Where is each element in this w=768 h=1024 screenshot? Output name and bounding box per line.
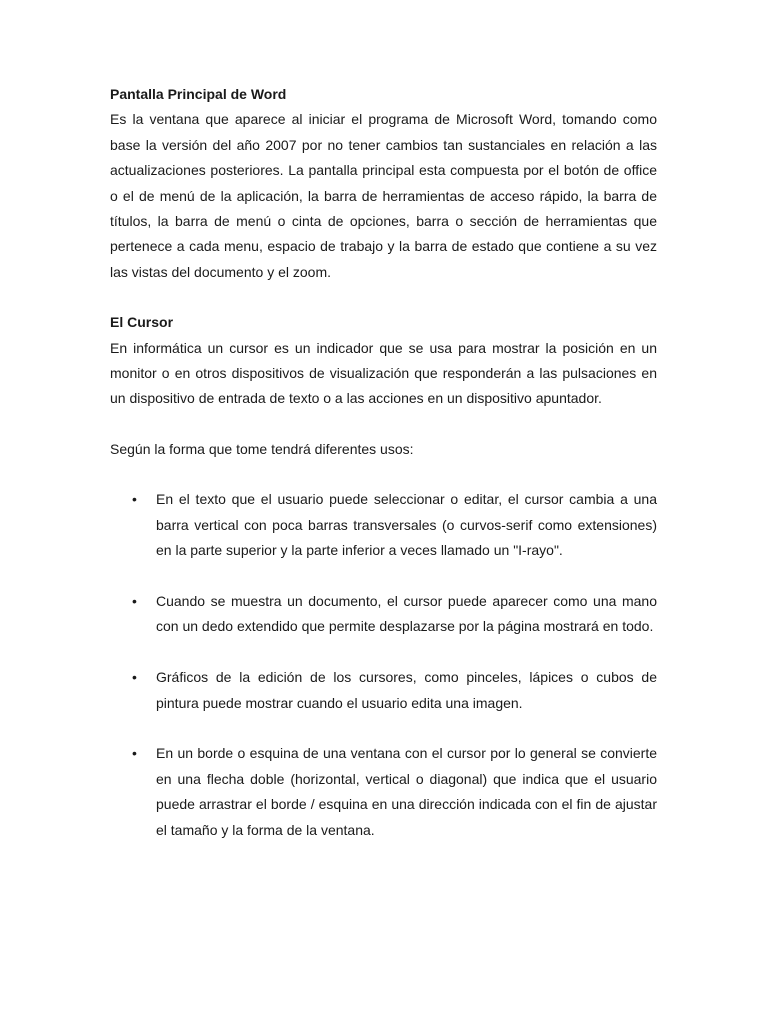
list-item-text: Cuando se muestra un documento, el cursor puede aparecer como una mano con un dedo extendido que permite desplazarse por la página mostrará en todo. <box>156 592 657 635</box>
bullet-icon: • <box>132 669 137 686</box>
intro-line: Según la forma que tome tendrá diferentes usos: <box>110 440 414 457</box>
paragraph-spacer <box>110 412 657 437</box>
list-item-text: En un borde o esquina de una ventana con el cursor por lo general se convierte en una flecha doble (horizontal, vertical o diagonal) que indica que el usuario puede arrastrar el borde / esquina en una dirección indicada con el fin de ajustar el tamaño y la forma de la ventana. <box>156 745 657 838</box>
list-item <box>110 487 657 563</box>
bullet-icon: • <box>132 491 137 508</box>
list-item-text: En el texto que el usuario puede seleccionar o editar, el cursor cambia a una barra vertical con poca barras transversales (o curvos-serif como extensiones) en la parte superior y la parte inferior a veces llamado un "I-rayo". <box>156 491 657 559</box>
section-paragraph-el-cursor: En informática un cursor es un indicador que se usa para mostrar la posición en un monitor o en otros dispositivos de visualización que responderán a las pulsaciones en un dispositivo de entrada de texto o a las acciones en un dispositivo apuntador. <box>110 339 657 407</box>
bullet-icon: • <box>132 745 137 762</box>
section-paragraph-pantalla-principal: Es la ventana que aparece al iniciar el programa de Microsoft Word, tomando como base la versión del año 2007 por no tener cambios tan sustanciales en relación a las actualizaciones posteriores. La pantalla principal esta compuesta por el botón de office o el de menú de la aplicación, la barra de herramientas de acceso rápido, la barra de títulos, la barra de menú o cinta de opciones, barra o sección de herramientas que pertenece a cada menu, espacio de trabajo y la barra de estado que contiene a su vez las vistas del documento y el zoom. <box>110 111 657 280</box>
list-item <box>110 589 657 640</box>
list-item <box>110 665 657 716</box>
list-item-text: Gráficos de la edición de los cursores, como pinceles, lápices o cubos de pintura puede mostrar cuando el usuario edita una imagen. <box>156 669 657 711</box>
document-page <box>110 82 657 868</box>
section-heading-pantalla-principal: Pantalla Principal de Word <box>110 86 287 102</box>
list-item <box>110 741 657 843</box>
paragraph-spacer <box>110 285 657 310</box>
section-heading-el-cursor: El Cursor <box>110 314 174 331</box>
bullet-icon: • <box>132 592 137 609</box>
bullet-list <box>110 487 657 843</box>
paragraph-spacer <box>110 462 657 487</box>
